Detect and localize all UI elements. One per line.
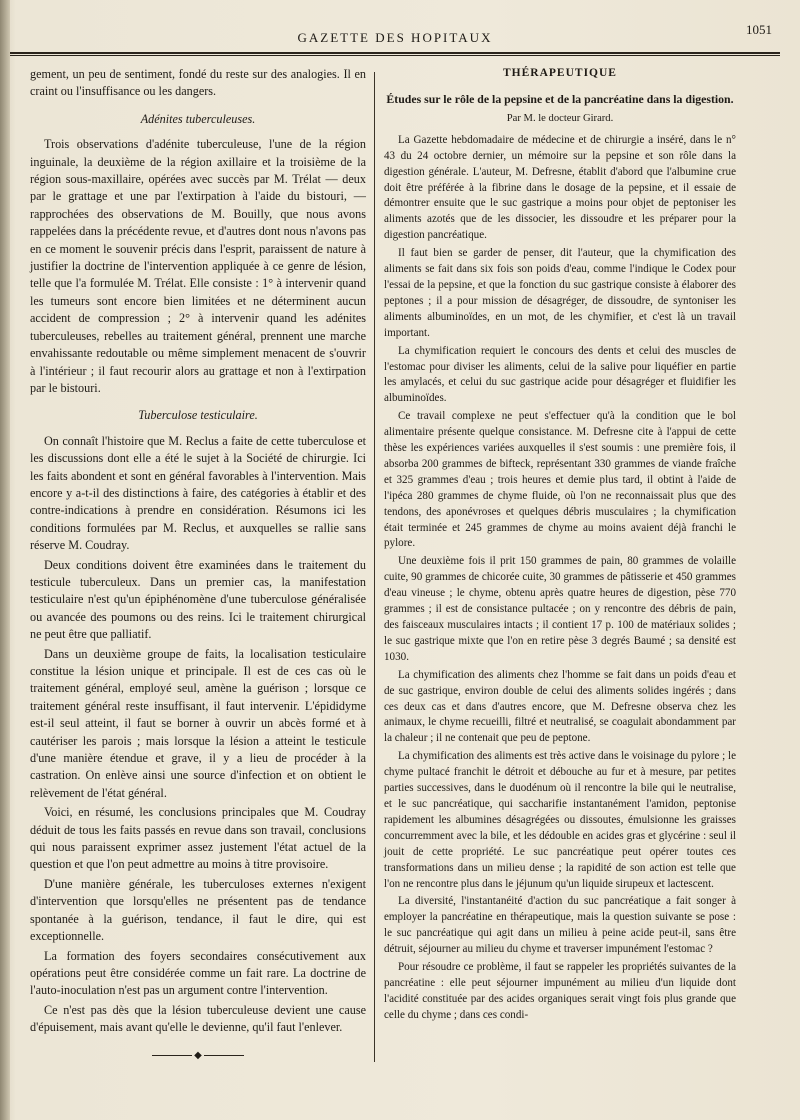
- subhead-adenites: Adénites tuberculeuses.: [140, 111, 256, 126]
- paragraph: Une deuxième fois il prit 150 grammes de pain, 80 grammes de volaille cuite, 90 grammes de chicorée cuite, 30 grammes de pâtisserie et 450 grammes d'eau vineuse ; le chyme, obtenu après quatre heures de digestion, pèse 770 grammes ; il est de consistance pultacée ; on y rencontre des débris de pain, des faisceaux musculaires intacts ; il contient 17 p. 100 de matériaux solides ; le suc gastrique mixte que l'on en retire pèse 3 degrés Baumé ; sa densité est 1030.: [384, 555, 736, 663]
- paragraph: On connaît l'histoire que M. Reclus a faite de cette tuberculose et les discussions dont elle a été le sujet à la Société de chirurgie. Ici les faits abondent et sont en général favorables à l'intervention. Mais encore y a-t-il des distinctions à faire, des catégories à établir et des contre-indications à prendre en considération. Résumons ici les conditions formulées par M. Reclus, et auxquelles se rallie sans réserve M. Coudray.: [30, 433, 366, 553]
- header-rule: [10, 52, 780, 56]
- paragraph: La diversité, l'instantanéité d'action du suc pancréatique a fait songer à employer la pancréatine en thérapeutique, mais la question suivante se pose : le suc pancréatique qui agit dans un milieu à peine acide peut-il, sans être détruit, séjourner au milieu du chyme et traverser impunément l'estomac ?: [384, 895, 736, 956]
- paragraph: Ce n'est pas dès que la lésion tuberculeuse devient une cause d'épuisement, mais avant qu'elle le devienne, qu'il faut l'enlever.: [30, 1002, 366, 1035]
- paragraph: La chymification des aliments est très active dans le voisinage du pylore ; le chyme pultacé franchit le détroit et débouche au fur et à mesure, par petites parties successives, dans le duodénum où il rencontre la bile qui le neutralise, et le suc pancréatique, qui saccharifie instantanément l'amidon, peptonise rapidement les albumines désagrégées ou dissoutes, émulsionne les graisses concurremment avec la bile, et les dédouble en acides gras et glycérine : seul il jouit de cette propriété. Le suc pancréatique peut opérer toutes ces transformations dans un milieu dense ; la rapidité de son action est telle que l'on ne rencontre plus dans le jéjunum qu'un liquide sirupeux et lactescent.: [384, 750, 736, 890]
- end-ornament: ◆: [30, 1047, 366, 1064]
- paragraph: La chymification des aliments chez l'homme se fait dans un poids d'eau et de suc gastrique, environ double de celui des aliments solides ingérés ; dans ces deux cas et dans d'autres encore, que M. Defresne observa chez les animaux, le chyme recueilli, filtré et neutralisé, se coagulait abondamment par la chaleur ; il ne contenait que peu de peptone.: [384, 668, 736, 745]
- page-binding-edge: [0, 0, 10, 1120]
- paragraph: gement, un peu de sentiment, fondé du reste sur des analogies. Il en craint ou l'insuffisance ou les dangers.: [30, 67, 366, 99]
- paragraph: Dans un deuxième groupe de faits, la localisation testiculaire constitue la lésion unique et principale. Il est de ces cas où le traitement général, employé seul, amène la guérison ; lorsque ce traitement général reste insuffisant, il faut intervenir. L'épididyme est-il seul atteint, il faut se borner à ouvrir un abcès formé et à cautériser les parois ; mais lorsque la lésion a atteint le testicule d'une manière étendue et grave, il y a lieu de procéder à la castration. On enlève ainsi une source d'infection et on obtient le relèvement de l'état général.: [30, 646, 366, 800]
- page-header: [10, 20, 780, 60]
- article-title: Études sur le rôle de la pepsine et de la pancréatine dans la digestion.: [386, 91, 734, 106]
- running-title: GAZETTE DES HOPITAUX: [297, 30, 493, 45]
- right-column: [384, 66, 736, 1026]
- paragraph: La chymification requiert le concours des dents et celui des muscles de l'estomac pour diviser les aliments, celui de la salive pour liquéfier en partie les amylacés, et celui du suc gastrique acide pour désagréger et fluidifier les albuminoïdes.: [384, 344, 736, 405]
- paragraph: Deux conditions doivent être examinées dans le traitement du testicule tuberculeux. Dans un premier cas, la manifestation testiculaire n'est qu'un épiphénomène d'une tuberculose généralisée ou avancée des poumons ou des reins. Ici le traitement chirurgical ne peut être que palliatif.: [30, 557, 366, 642]
- paragraph: Pour résoudre ce problème, il faut se rappeler les propriétés suivantes de la pancréatine : elle peut séjourner impunément au milieu d'un liquide dont l'acidité constituée par des acides organiques serait vingt fois plus grande que celle du chyme ; dans ces condi-: [384, 961, 736, 1021]
- column-divider: [374, 72, 375, 1062]
- paragraph: Voici, en résumé, les conclusions principales que M. Coudray déduit de tous les faits passés en revue dans son travail, conclusions qui nous paraissent exprimer assez justement l'état actuel de la question et que l'on peut admettre au moins à titre provisoire.: [30, 805, 366, 872]
- paragraph: Ce travail complexe ne peut s'effectuer qu'à la condition que le bol alimentaire présente quelque consistance. M. Defresne cite à l'appui de cette thèse les expériences variées auxquelles il s'est soumis : une première fois, il absorba 200 grammes de bifteck, représentant 330 grammes de viande fraîche et 325 grammes d'eau ; trois heures et demie plus tard, il obtint à l'aide de l'ipéca 280 grammes de chyme fluide, où l'on ne reconnaissait plus que des tendons, des aponévroses et quelques débris musculaires ; la chymification était terminée et 245 grammes de chyme au moins avaient déjà franchi le pylore.: [384, 410, 736, 550]
- subhead-testicular: Tuberculose testiculaire.: [138, 408, 258, 423]
- paragraph: La formation des foyers secondaires consécutivement aux opérations peut être considérée comme un fait rare. La doctrine de l'auto-inoculation n'est pas un argument contre l'intervention.: [30, 948, 366, 998]
- paragraph: Il faut bien se garder de penser, dit l'auteur, que la chymification des aliments se fait dans six fois son poids d'eau, comme l'indique le Codex pour l'essai de la pepsine, et que la fonction du suc gastrique consiste à élaborer des peptones ; il a pour mission de désagréger, de dissoudre, de syntoniser les aliments albuminoïdes, en un mot, de les chymifier, et c'est là un travail important.: [384, 247, 736, 339]
- page-number: 1051: [746, 22, 772, 37]
- paragraph: La Gazette hebdomadaire de médecine et de chirurgie a inséré, dans le n° 43 du 24 octobre dernier, un mémoire sur la pepsine et son rôle dans la digestion générale. L'auteur, M. Defresne, établit d'abord que l'albumine crue doit être préférée à la fibrine dans le dosage de la pepsine, et il essaie de démontrer ensuite que le suc gastrique a moins pour objet de peptoniser les aliments azotés que de les dissocier, les dissoudre et les préparer pour la digestion pancréatique.: [384, 133, 736, 242]
- paragraph: Trois observations d'adénite tuberculeuse, l'une de la région inguinale, la deuxième de la région axillaire et la troisième de la région sous-maxillaire, opérées avec succès par M. Trélat — deux par le grattage et une par l'extirpation à l'aide du bistouri, — rapprochées des observations de M. Bouilly, que nous avons rappelées dans la précédente revue, et d'autres dont nous n'avons pas en ce moment le souvenir précis dans l'esprit, paraissent de nature à justifier la doctrine de l'intervention appliquée à ce genre de lésion, telle que l'a formulée M. Trélat. Elle consiste : 1° à intervenir quand les tumeurs sont encore bien limitées et ne déterminent aucun accident de compression ; 2° à intervenir quand les adénites tuberculeuses, rebelles au traitement général, prennent une marche envahissante redoutable ou même simplement menacent de s'ouvrir à l'intérieur ; il faut recourir alors au grattage et non à l'extirpation par le bistouri.: [30, 137, 366, 395]
- paragraph: D'une manière générale, les tuberculoses externes n'exigent d'intervention que lorsqu'elles ne présentent pas de tendance spontanée à la guérison, tendance, il faut le dire, qui est exceptionnelle.: [30, 876, 366, 944]
- section-title: THÉRAPEUTIQUE: [503, 67, 617, 79]
- left-column: [30, 66, 366, 1064]
- byline: Par M. le docteur Girard.: [506, 112, 614, 124]
